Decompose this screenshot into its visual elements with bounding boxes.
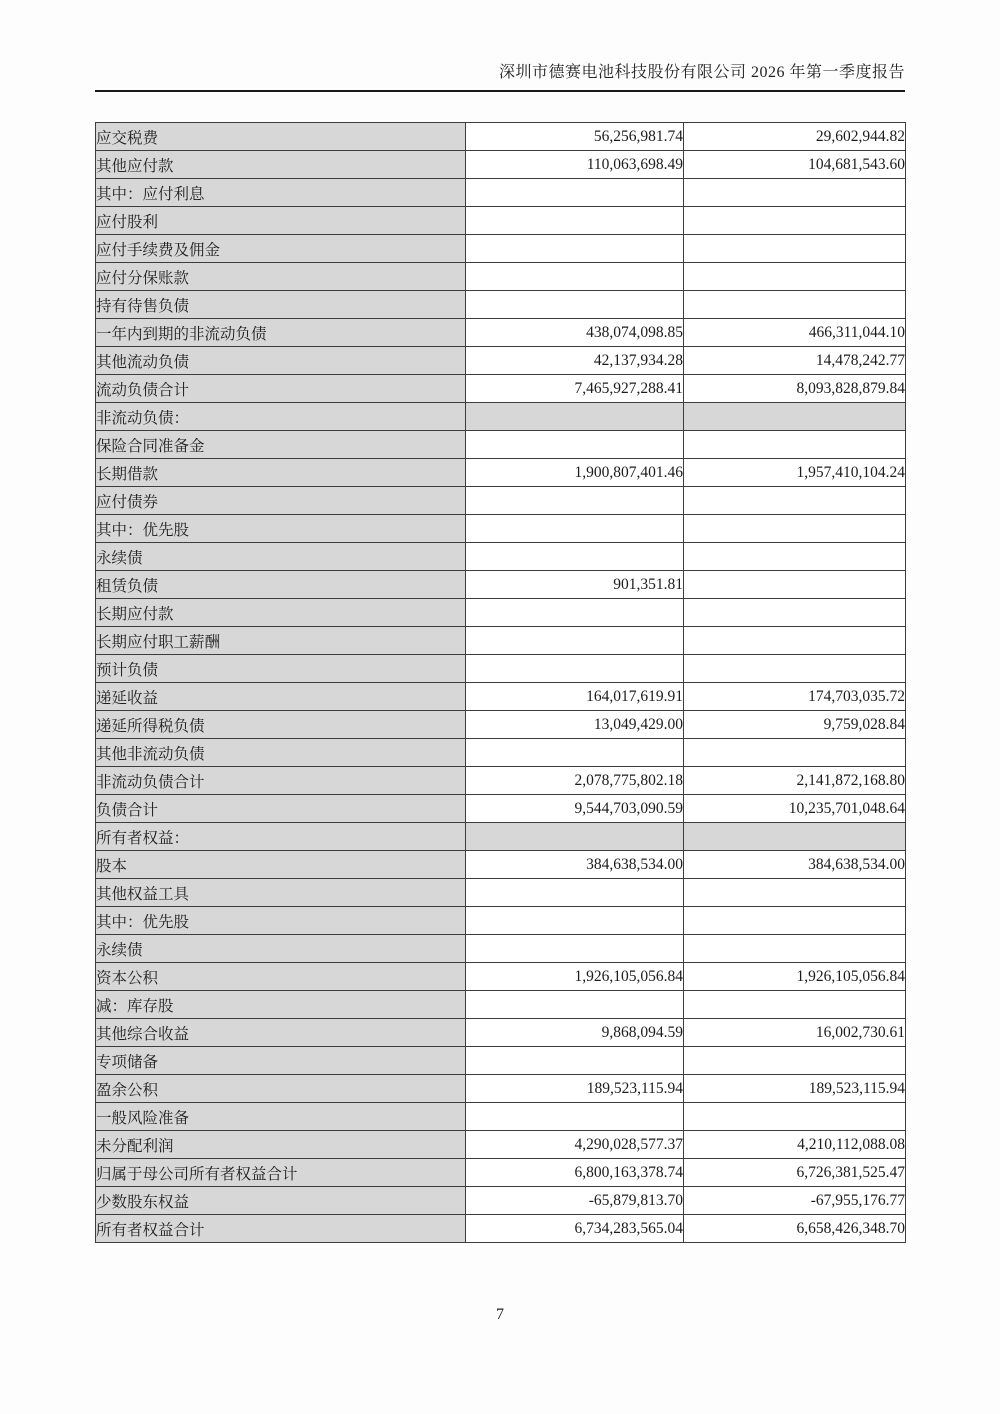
row-label: 应付股利	[96, 207, 466, 235]
value-prior-period	[684, 543, 906, 571]
value-current-period	[466, 263, 684, 291]
table-row	[96, 207, 906, 235]
row-label: 租赁负债	[96, 571, 466, 599]
value-current-period: 438,074,098.85	[466, 319, 684, 347]
value-prior-period	[684, 403, 906, 431]
value-prior-period	[684, 1047, 906, 1075]
table-row	[96, 375, 906, 403]
value-current-period	[466, 235, 684, 263]
row-label: 其他流动负债	[96, 347, 466, 375]
table-row	[96, 599, 906, 627]
value-current-period: 7,465,927,288.41	[466, 375, 684, 403]
table-row	[96, 319, 906, 347]
row-label: 持有待售负债	[96, 291, 466, 319]
table-row	[96, 487, 906, 515]
table-row	[96, 963, 906, 991]
row-label: 一年内到期的非流动负债	[96, 319, 466, 347]
table-row	[96, 991, 906, 1019]
table-row	[96, 151, 906, 179]
value-current-period: 13,049,429.00	[466, 711, 684, 739]
table-row	[96, 235, 906, 263]
value-prior-period: 4,210,112,088.08	[684, 1131, 906, 1159]
value-prior-period	[684, 207, 906, 235]
value-prior-period: 174,703,035.72	[684, 683, 906, 711]
value-current-period: 9,868,094.59	[466, 1019, 684, 1047]
value-prior-period	[684, 487, 906, 515]
value-current-period: 6,734,283,565.04	[466, 1215, 684, 1243]
table-row	[96, 571, 906, 599]
value-prior-period	[684, 235, 906, 263]
value-current-period	[466, 543, 684, 571]
report-header-title: 深圳市德赛电池科技股份有限公司 2026 年第一季度报告	[498, 64, 905, 81]
row-label: 永续债	[96, 543, 466, 571]
value-current-period: 384,638,534.00	[466, 851, 684, 879]
value-prior-period	[684, 823, 906, 851]
value-current-period: 189,523,115.94	[466, 1075, 684, 1103]
value-current-period	[466, 403, 684, 431]
row-label: 负债合计	[96, 795, 466, 823]
row-label: 长期应付职工薪酬	[96, 627, 466, 655]
row-label: 应付手续费及佣金	[96, 235, 466, 263]
table-row	[96, 123, 906, 151]
value-prior-period	[684, 1103, 906, 1131]
value-prior-period	[684, 991, 906, 1019]
value-prior-period	[684, 739, 906, 767]
value-current-period	[466, 599, 684, 627]
value-prior-period: 1,926,105,056.84	[684, 963, 906, 991]
value-current-period: -65,879,813.70	[466, 1187, 684, 1215]
table-row	[96, 739, 906, 767]
value-current-period: 2,078,775,802.18	[466, 767, 684, 795]
value-current-period	[466, 291, 684, 319]
value-prior-period: 9,759,028.84	[684, 711, 906, 739]
value-prior-period	[684, 879, 906, 907]
table-row	[96, 1215, 906, 1243]
row-label: 预计负债	[96, 655, 466, 683]
value-current-period: 164,017,619.91	[466, 683, 684, 711]
row-label: 资本公积	[96, 963, 466, 991]
table-row	[96, 1019, 906, 1047]
value-current-period	[466, 515, 684, 543]
row-label: 专项储备	[96, 1047, 466, 1075]
row-label: 应付债券	[96, 487, 466, 515]
table-row	[96, 543, 906, 571]
table-row	[96, 515, 906, 543]
row-label: 应交税费	[96, 123, 466, 151]
row-label: 所有者权益合计	[96, 1215, 466, 1243]
value-prior-period: 466,311,044.10	[684, 319, 906, 347]
value-prior-period: 6,726,381,525.47	[684, 1159, 906, 1187]
value-current-period	[466, 431, 684, 459]
value-current-period: 901,351.81	[466, 571, 684, 599]
value-current-period	[466, 487, 684, 515]
table-row	[96, 683, 906, 711]
row-label: 非流动负债合计	[96, 767, 466, 795]
value-current-period	[466, 935, 684, 963]
row-label: 归属于母公司所有者权益合计	[96, 1159, 466, 1187]
value-current-period: 42,137,934.28	[466, 347, 684, 375]
section-row	[96, 403, 906, 431]
page-number: 7	[496, 1306, 504, 1323]
value-current-period: 1,926,105,056.84	[466, 963, 684, 991]
value-current-period	[466, 879, 684, 907]
value-prior-period	[684, 179, 906, 207]
value-prior-period: 8,093,828,879.84	[684, 375, 906, 403]
row-label: 长期借款	[96, 459, 466, 487]
value-prior-period	[684, 263, 906, 291]
value-current-period: 1,900,807,401.46	[466, 459, 684, 487]
value-prior-period	[684, 935, 906, 963]
value-prior-period: 189,523,115.94	[684, 1075, 906, 1103]
table-row	[96, 655, 906, 683]
table-row	[96, 459, 906, 487]
value-prior-period: 16,002,730.61	[684, 1019, 906, 1047]
row-label: 非流动负债：	[96, 403, 466, 431]
value-current-period: 4,290,028,577.37	[466, 1131, 684, 1159]
value-current-period	[466, 991, 684, 1019]
row-label: 其他综合收益	[96, 1019, 466, 1047]
table-row	[96, 1187, 906, 1215]
row-label: 其他非流动负债	[96, 739, 466, 767]
row-label: 盈余公积	[96, 1075, 466, 1103]
value-prior-period: 2,141,872,168.80	[684, 767, 906, 795]
value-current-period: 110,063,698.49	[466, 151, 684, 179]
value-prior-period	[684, 571, 906, 599]
row-label: 递延收益	[96, 683, 466, 711]
value-prior-period	[684, 291, 906, 319]
value-prior-period	[684, 431, 906, 459]
row-label: 少数股东权益	[96, 1187, 466, 1215]
value-prior-period: 384,638,534.00	[684, 851, 906, 879]
table-row	[96, 1075, 906, 1103]
row-label: 一般风险准备	[96, 1103, 466, 1131]
value-prior-period	[684, 907, 906, 935]
balance-sheet-rows	[96, 123, 906, 1243]
row-label: 其中：优先股	[96, 907, 466, 935]
row-label: 保险合同准备金	[96, 431, 466, 459]
row-label: 其他应付款	[96, 151, 466, 179]
row-label: 永续债	[96, 935, 466, 963]
table-row	[96, 711, 906, 739]
value-current-period	[466, 739, 684, 767]
table-row	[96, 291, 906, 319]
section-row	[96, 823, 906, 851]
value-current-period	[466, 907, 684, 935]
value-current-period	[466, 655, 684, 683]
table-row	[96, 907, 906, 935]
row-label: 流动负债合计	[96, 375, 466, 403]
row-label: 其中：优先股	[96, 515, 466, 543]
value-current-period	[466, 1103, 684, 1131]
value-prior-period: 104,681,543.60	[684, 151, 906, 179]
value-current-period	[466, 1047, 684, 1075]
table-row	[96, 767, 906, 795]
value-prior-period: -67,955,176.77	[684, 1187, 906, 1215]
row-label: 未分配利润	[96, 1131, 466, 1159]
row-label: 所有者权益：	[96, 823, 466, 851]
value-prior-period: 29,602,944.82	[684, 123, 906, 151]
row-label: 股本	[96, 851, 466, 879]
table-row	[96, 1103, 906, 1131]
table-row	[96, 935, 906, 963]
table-row	[96, 627, 906, 655]
row-label: 长期应付款	[96, 599, 466, 627]
row-label: 应付分保账款	[96, 263, 466, 291]
table-row	[96, 431, 906, 459]
table-row	[96, 179, 906, 207]
balance-sheet-table	[95, 122, 906, 1243]
value-current-period	[466, 179, 684, 207]
value-current-period	[466, 207, 684, 235]
value-current-period	[466, 823, 684, 851]
table-row	[96, 263, 906, 291]
table-row	[96, 1131, 906, 1159]
table-row	[96, 879, 906, 907]
table-row	[96, 1047, 906, 1075]
header-rule	[95, 90, 905, 92]
value-current-period: 56,256,981.74	[466, 123, 684, 151]
value-prior-period: 10,235,701,048.64	[684, 795, 906, 823]
value-current-period	[466, 627, 684, 655]
table-row	[96, 795, 906, 823]
value-prior-period	[684, 515, 906, 543]
value-prior-period	[684, 627, 906, 655]
table-row	[96, 851, 906, 879]
table-row	[96, 347, 906, 375]
row-label: 递延所得税负债	[96, 711, 466, 739]
value-prior-period: 1,957,410,104.24	[684, 459, 906, 487]
row-label: 减：库存股	[96, 991, 466, 1019]
value-prior-period: 6,658,426,348.70	[684, 1215, 906, 1243]
row-label: 其中：应付利息	[96, 179, 466, 207]
value-current-period: 6,800,163,378.74	[466, 1159, 684, 1187]
table-row	[96, 1159, 906, 1187]
value-current-period: 9,544,703,090.59	[466, 795, 684, 823]
value-prior-period: 14,478,242.77	[684, 347, 906, 375]
row-label: 其他权益工具	[96, 879, 466, 907]
value-prior-period	[684, 599, 906, 627]
value-prior-period	[684, 655, 906, 683]
